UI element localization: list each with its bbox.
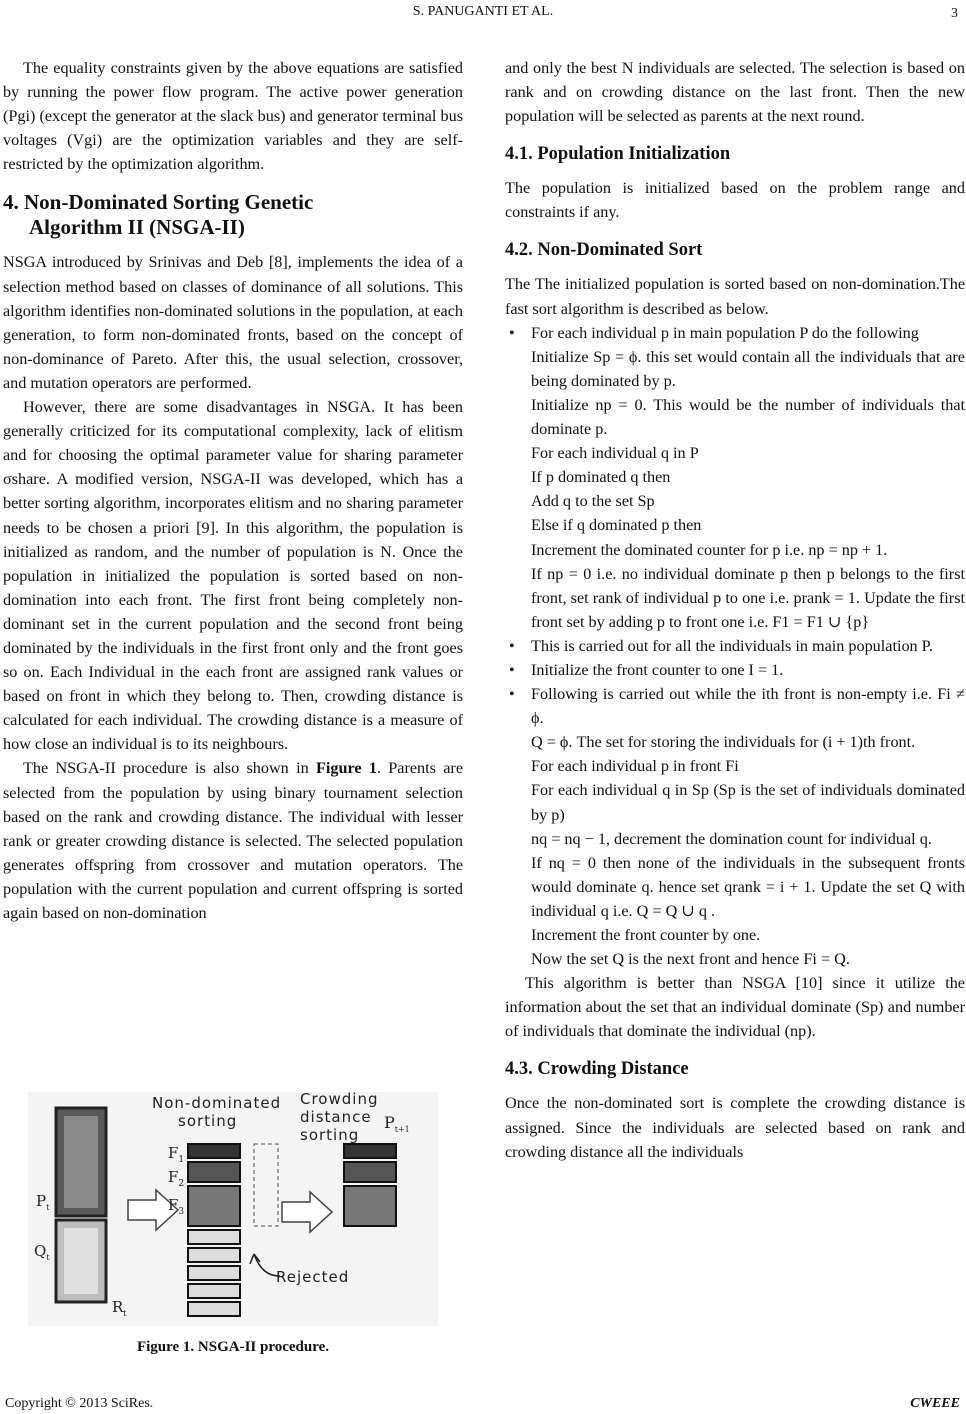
front-f1-block: [188, 1144, 240, 1158]
paragraph-procedure: [3, 756, 463, 925]
algorithm-step: If nq = 0 then none of the individuals in the subsequent fronts would dominate q. hence set qrank = i + 1. Update the set Q with individual q i.e. Q = Q ∪ q .: [531, 853, 965, 920]
paragraph-nsga-disadvantages: However, there are some disadvantages in NSGA. It has been generally criticized for its computational complexity, lack of elitism and for choosing the optimal parameter value for sharing parameter σshare. A modified version, NSGA-II was developed, which has a better sorting algorithm, incorporates elitism and no sharing parameter needs to be chosen a priori [9]. In this algorithm, the population is initialized as random, and the number of population is N. Once the population in initialized the population is sorted based on non-domination into each front. The first front being completely non-dominant set in the current population and the second front being dominated by the individuals in the first front only and the front goes so on. Each Individual in the each front are assigned rank values or based on front in which they belong to. Then, crowding distance is calculated for each individual. The crowding distance is a measure of how close an individual is to its neighbours.: [3, 398, 463, 754]
algorithm-step: Increment the front counter by one.: [531, 926, 761, 944]
label-non-dominated: Non-dominated: [152, 1094, 282, 1112]
algorithm-step: Initialize Sp = ϕ. this set would contain all the individuals that are being dominated by p.: [531, 347, 965, 390]
list-item: • Initialize the front counter to one I = 1.: [505, 658, 965, 682]
front-f3-block: [188, 1186, 240, 1226]
label-p-t: $P_t$: [36, 1192, 50, 1212]
label-sorting: sorting: [178, 1112, 238, 1130]
label-p-t-plus-1: $P_{t+1}$: [384, 1113, 410, 1134]
algorithm-list: [505, 321, 965, 972]
paragraph-selection: and only the best N individuals are selected. The selection is based on rank and on crowding distance on the last front. Then the new population will be selected as parents at the next round.: [505, 59, 965, 126]
section-heading-line2: Algorithm II (NSGA-II): [29, 215, 245, 240]
label-r-t: $R_t$: [112, 1298, 127, 1318]
label-f2: $F_2$: [168, 1168, 185, 1189]
section-heading-nsga2: [3, 190, 463, 240]
front-f2-block: [188, 1162, 240, 1182]
label-f1: $F_1$: [168, 1144, 185, 1165]
figure-reference-link[interactable]: Figure 1: [315, 759, 377, 778]
paragraph-crowding-distance: Once the non-dominated sort is complete the crowding distance is assigned. Since the individuals are selected based on rank and crowding distance all the individuals: [505, 1094, 965, 1161]
algorithm-step: For each individual q in P: [531, 444, 699, 463]
paragraph-sort-intro: The The initialized population is sorted based on non-domination.The fast sort algorithm is described as below.: [505, 275, 965, 318]
list-item: • For each individual p in main population P do the following: [505, 321, 965, 345]
algorithm-step: Now the set Q is the next front and hence Fi = Q.: [531, 950, 850, 969]
subsection-heading-4-2: 4.2. Non-Dominated Sort: [505, 240, 703, 261]
algorithm-step: Else if q dominated p then: [531, 516, 702, 535]
algorithm-step: Initialize np = 0. This would be the number of individuals that dominate p.: [531, 395, 965, 439]
algorithm-step: Q = ϕ. The set for storing the individuals for (i + 1)th front.: [531, 733, 916, 752]
paragraph-initialization: The population is initialized based on the problem range and constraints if any.: [505, 179, 965, 222]
algorithm-step: If p dominated q then: [531, 468, 671, 487]
label-rejected: Rejected: [276, 1268, 350, 1286]
algorithm-step: For each individual q in Sp (Sp is the set of individuals dominated by p): [531, 781, 965, 824]
list-item: • Following is carried out while the ith front is non-empty i.e. Fi ≠ ϕ.: [505, 682, 965, 730]
paragraph-algorithm-benefit: This algorithm is better than NSGA [10] since it utilize the information about the set that an individual dominate (Sp) and number of individuals that dominate the individual (np).: [505, 974, 965, 1041]
label-sorting-2: sorting: [300, 1126, 360, 1144]
copyright-notice: Copyright © 2013 SciRes.: [5, 1396, 154, 1411]
figure-caption: Figure 1. NSGA-II procedure.: [136, 1339, 330, 1355]
procedure-text-a: The NSGA-II procedure is also shown in: [23, 759, 316, 778]
label-q-t: $Q_t$: [34, 1242, 50, 1262]
label-distance: distance: [300, 1108, 372, 1126]
algorithm-step: For each individual p in front Fi: [531, 757, 739, 776]
procedure-text-b: . Parents are selected from the population by using binary tournament selection based on the rank and crowding distance. The individual with lesser rank or greater crowding distance is selected. The selected population generates offspring from crossover and mutation operators. The population with the current population and current offspring is sorted again based on non-domination: [3, 759, 464, 922]
list-item: • This is carried out for all the individuals in main population P.: [505, 634, 965, 658]
label-crowding: Crowding: [300, 1092, 379, 1108]
figure-nsga2-procedure: [28, 1092, 438, 1326]
running-header: [0, 2, 966, 24]
subsection-heading-4-1: 4.1. Population Initialization: [505, 144, 731, 165]
next-population-block: [344, 1144, 396, 1158]
algorithm-step: If np = 0 i.e. no individual dominate p then p belongs to the first front, set rank of individual p to one i.e. prank = 1. Update the first front set by adding p to front one i.e. F1 = F1 ∪ {p}: [531, 564, 965, 631]
algorithm-step: Add q to the set Sp: [531, 492, 655, 511]
right-column: [505, 56, 965, 1164]
section-heading-line1: 4. Non-Dominated Sorting Genetic: [3, 190, 314, 215]
paragraph-constraints: The equality constraints given by the above equations are satisfied by running the power flow program. The active power generation (Pgi) (except the generator at the slack bus) and generator terminal bus voltages (Vgi) are the optimization variables and they are self-restricted by the optimization algorithm.: [3, 59, 463, 174]
nsga2-diagram: [28, 1092, 438, 1326]
running-title: S. PANUGANTI ET AL.: [412, 4, 554, 19]
journal-name: CWEEE: [910, 1396, 960, 1411]
page-number: 3: [951, 6, 958, 21]
paragraph-nsga-intro: NSGA introduced by Srinivas and Deb [8], implements the idea of a selection method based on classes of dominance of all solutions. This algorithm identifies non-dominated solutions in the population, at each generation, to form non-dominated fronts, based on the concept of non-dominance of Pareto. After this, the usual selection, crossover, and mutation operators are performed.: [3, 253, 463, 392]
left-column: [3, 56, 463, 925]
label-f3: $F_3$: [168, 1196, 185, 1217]
subsection-heading-4-3: 4.3. Crowding Distance: [505, 1059, 689, 1080]
algorithm-step: Increment the dominated counter for p i.e. np = np + 1.: [531, 540, 888, 559]
algorithm-step: nq = nq − 1, decrement the domination count for individual q.: [531, 829, 932, 848]
